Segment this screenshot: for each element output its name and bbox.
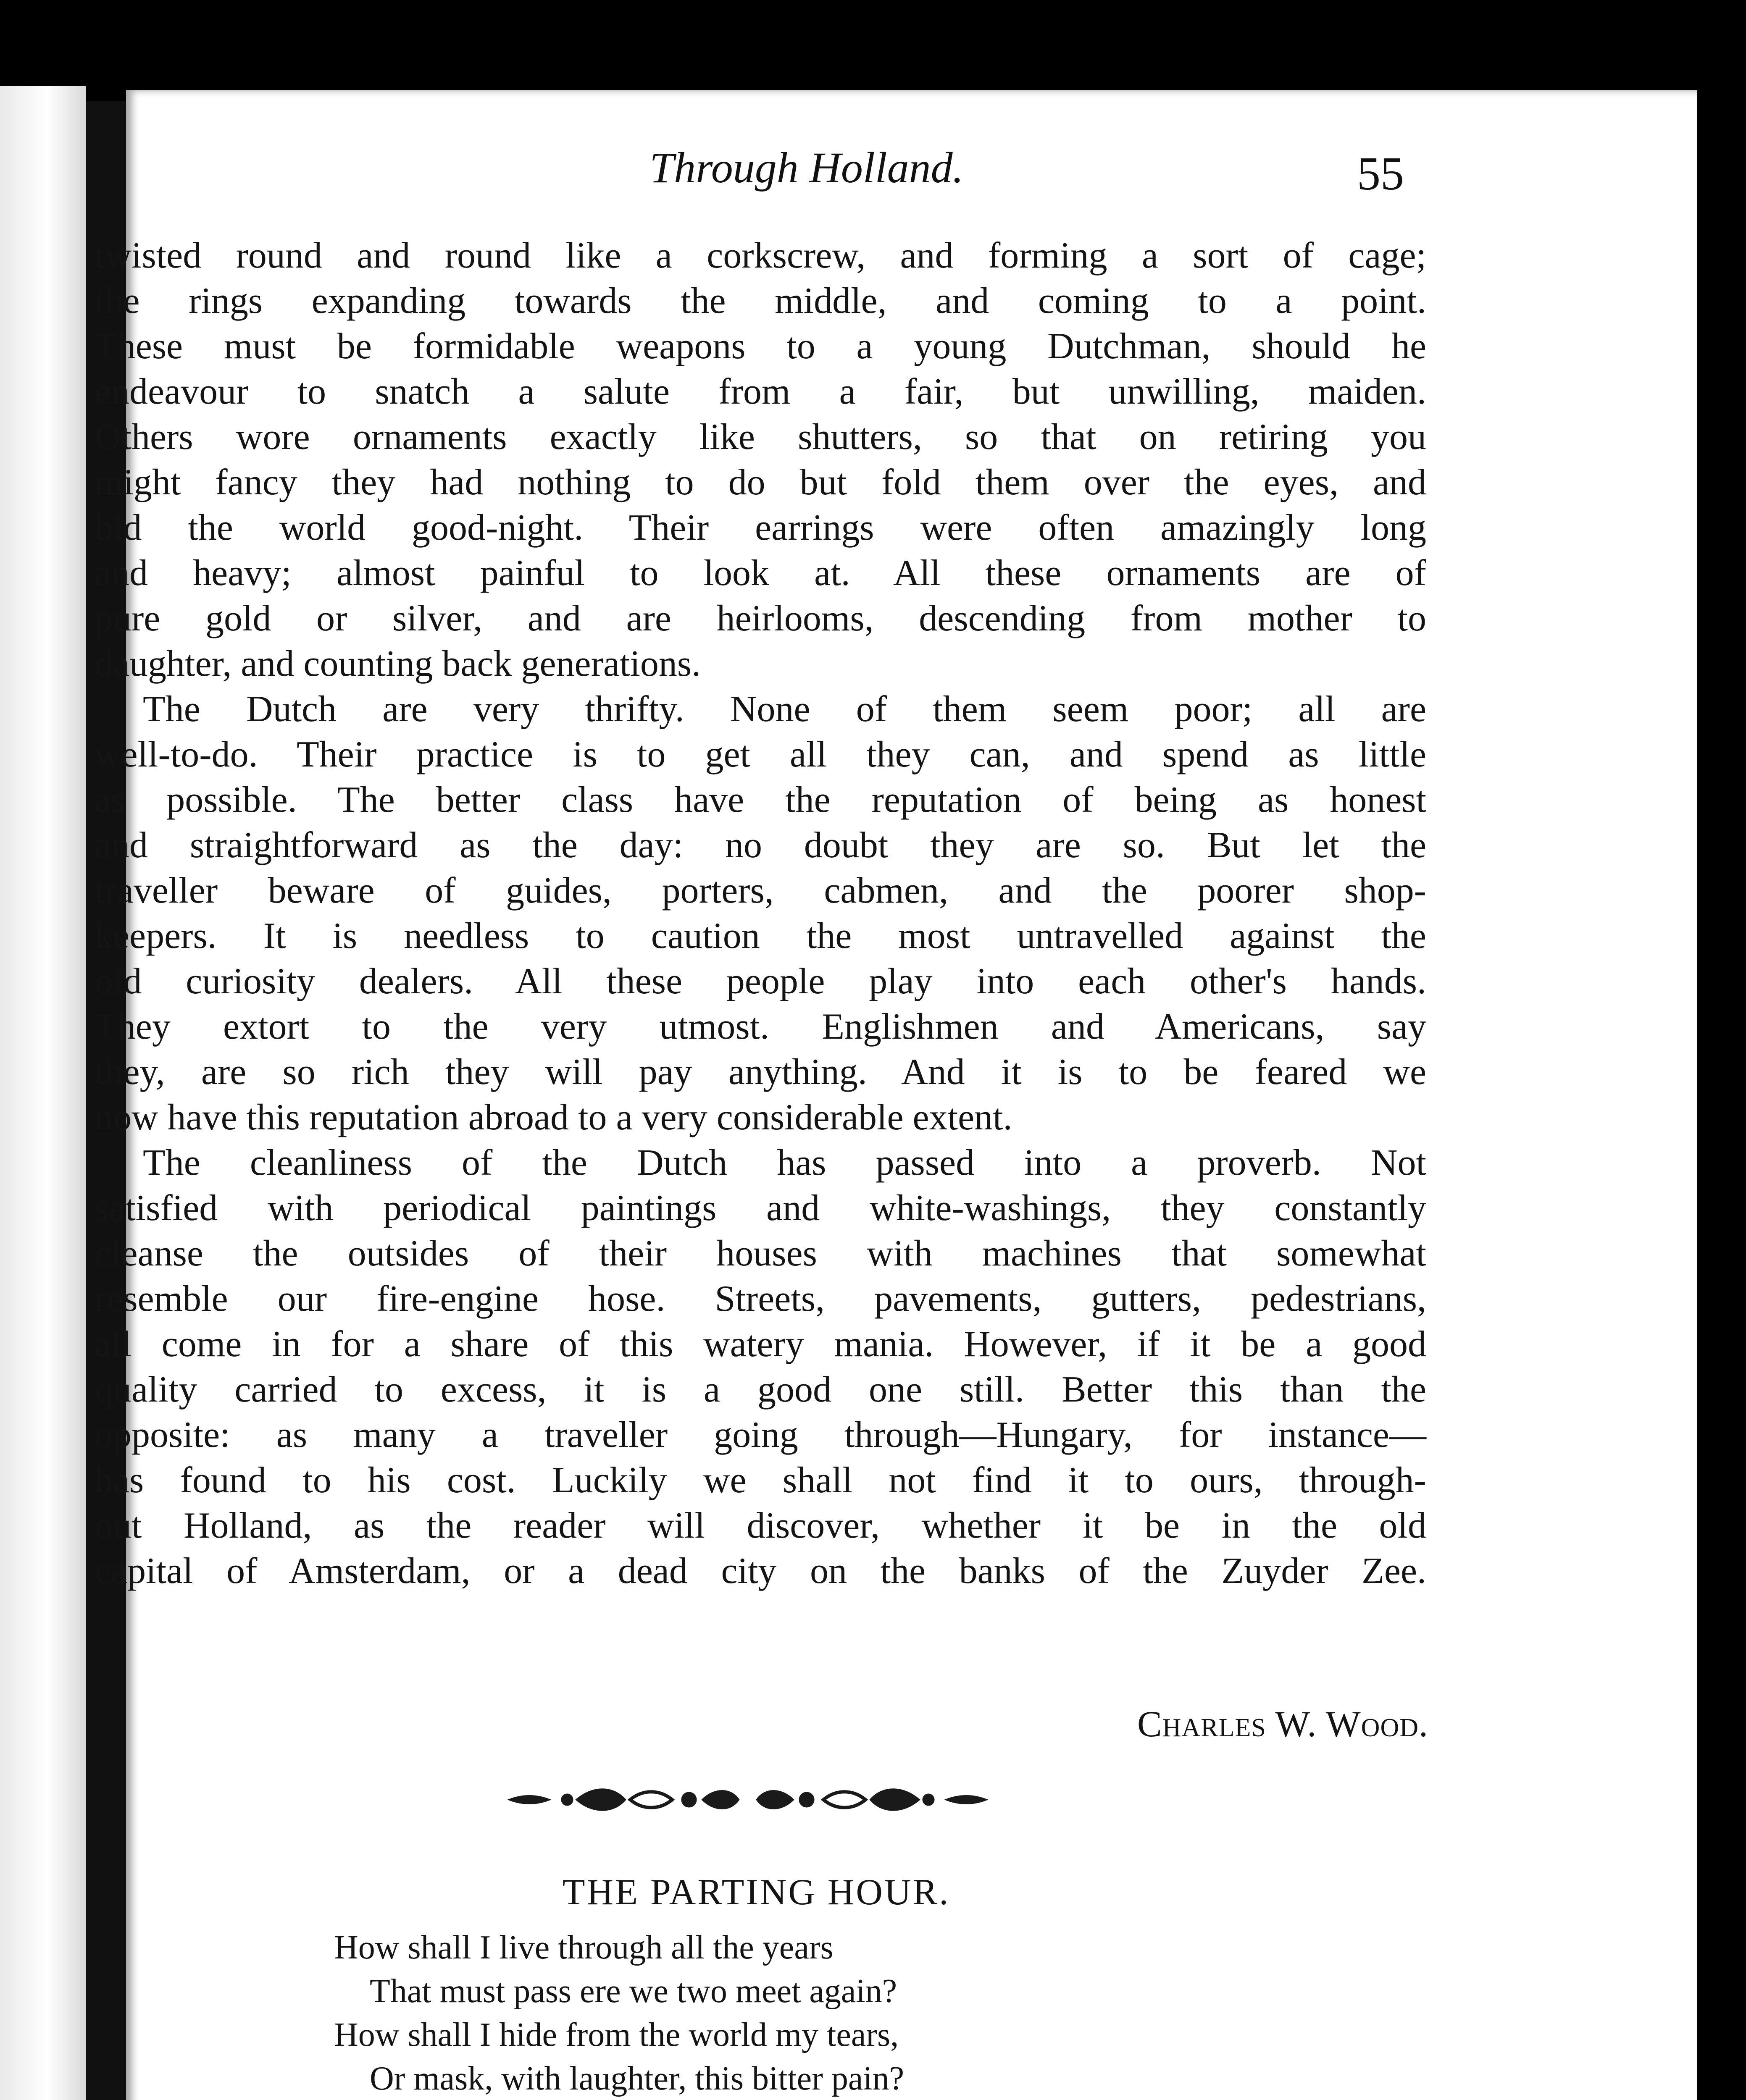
- text-line: and straightforward as the day: no doubt they are so. But let the: [95, 825, 1426, 866]
- article-body: [95, 233, 1426, 1594]
- text-line: quality carried to excess, it is a good one still. Better this than the: [95, 1369, 1426, 1410]
- text-line: bid the world good-night. Their earrings were often amazingly long: [95, 507, 1426, 548]
- text-line: They extort to the very utmost. Englishmen and Americans, say: [95, 1006, 1426, 1047]
- author-signature: Charles W. Wood.: [1137, 1704, 1428, 1745]
- text-line: now have this reputation abroad to a very considerable extent.: [95, 1097, 1012, 1138]
- poem-line: That must pass ere we two meet again?: [370, 1973, 897, 2010]
- text-line: capital of Amsterdam, or a dead city on the banks of the Zuyder Zee.: [95, 1551, 1426, 1591]
- poem: [334, 1926, 1258, 2100]
- text-line: twisted round and round like a corkscrew, and forming a sort of cage;: [95, 235, 1426, 276]
- text-line: well-to-do. Their practice is to get all they can, and spend as little: [95, 734, 1426, 775]
- text-line: as possible. The better class have the reputation of being as honest: [95, 780, 1426, 820]
- text-line: might fancy they had nothing to do but fold them over the eyes, and: [95, 462, 1426, 503]
- running-title: Through Holland.: [649, 144, 964, 192]
- decorative-ornament: [504, 1783, 991, 1816]
- text-line: The cleanliness of the Dutch has passed into a proverb. Not: [143, 1142, 1426, 1183]
- text-line: daughter, and counting back generations.: [95, 643, 701, 684]
- text-line: pure gold or silver, and are heirlooms, descending from mother to: [95, 598, 1426, 639]
- text-line: traveller beware of guides, porters, cabmen, and the poorer shop-: [95, 870, 1426, 911]
- text-line: opposite: as many a traveller going through—Hungary, for instance—: [95, 1415, 1426, 1455]
- text-line: cleanse the outsides of their houses with machines that somewhat: [95, 1233, 1426, 1274]
- text-line: out Holland, as the reader will discover, whether it be in the old: [95, 1505, 1426, 1546]
- poem-line: Or mask, with laughter, this bitter pain?: [370, 2060, 905, 2097]
- poem-line: How shall I hide from the world my tears,: [334, 2016, 899, 2053]
- poem-stanza: [334, 1926, 1258, 2100]
- text-line: and heavy; almost painful to look at. All these ornaments are of: [95, 553, 1426, 593]
- poem-title: THE PARTING HOUR.: [562, 1872, 950, 1913]
- text-line: the rings expanding towards the middle, and coming to a point.: [95, 281, 1426, 321]
- facing-page-edge: [0, 86, 86, 2100]
- poem-line: How shall I live through all the years: [334, 1929, 834, 1966]
- text-line: The Dutch are very thrifty. None of them seem poor; all are: [143, 689, 1426, 730]
- text-line: all come in for a share of this watery mania. However, if it be a good: [95, 1324, 1426, 1365]
- text-line: satisfied with periodical paintings and white-washings, they constantly: [95, 1188, 1426, 1228]
- text-line: resemble our fire-engine hose. Streets, pavements, gutters, pedestrians,: [95, 1278, 1426, 1319]
- text-line: These must be formidable weapons to a young Dutchman, should he: [95, 326, 1426, 367]
- text-line: old curiosity dealers. All these people play into each other's hands.: [95, 961, 1426, 1002]
- text-line: Others wore ornaments exactly like shutters, so that on retiring you: [95, 417, 1426, 457]
- text-line: has found to his cost. Luckily we shall not find it to ours, through-: [95, 1460, 1426, 1501]
- text-line: endeavour to snatch a salute from a fair, but unwilling, maiden.: [95, 371, 1426, 412]
- text-line: they, are so rich they will pay anything. And it is to be feared we: [95, 1052, 1426, 1092]
- text-line: keepers. It is needless to caution the most untravelled against the: [95, 916, 1426, 956]
- page-number: 55: [1357, 148, 1404, 200]
